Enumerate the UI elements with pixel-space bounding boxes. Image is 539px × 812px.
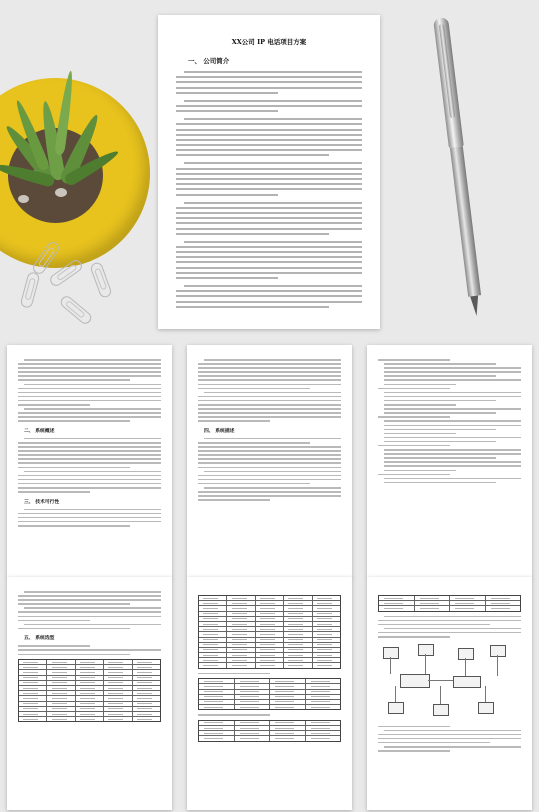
- document-page-5: [7, 577, 172, 810]
- network-diagram: [378, 642, 521, 722]
- document-page-main: [158, 15, 380, 329]
- document-title: XX公司 IP 电话项目方案: [231, 38, 307, 46]
- data-table: [198, 720, 341, 742]
- paragraph: [176, 118, 362, 156]
- router-icon: [453, 676, 481, 688]
- document-page-3: [187, 345, 352, 578]
- data-table: [198, 595, 341, 669]
- computer-icon: [383, 647, 399, 659]
- paragraph: [176, 241, 362, 279]
- paragraph: [176, 202, 362, 235]
- pen-body: [450, 146, 481, 296]
- phone-icon: [478, 702, 494, 714]
- section-heading: 三、 技术可行性: [24, 499, 60, 505]
- data-table: [198, 678, 341, 710]
- computer-icon: [418, 644, 434, 656]
- document-page-6: [187, 577, 352, 810]
- paper-clip-icon: [20, 271, 41, 309]
- server-icon: [400, 674, 430, 688]
- phone-icon: [433, 704, 449, 716]
- pen-tip: [470, 295, 480, 316]
- data-table: [18, 659, 161, 722]
- document-page-7: [367, 577, 532, 810]
- pebble: [18, 195, 29, 203]
- pebble: [55, 188, 67, 197]
- pen-decoration: [433, 17, 484, 317]
- computer-icon: [458, 648, 474, 660]
- paper-clip-icon: [89, 261, 113, 299]
- paragraph: [176, 71, 362, 94]
- document-page-2: [7, 345, 172, 578]
- document-page-4: [367, 345, 532, 578]
- data-table: [378, 595, 521, 612]
- paragraph: [176, 285, 362, 308]
- section-heading: 四、 系统描述: [204, 428, 235, 434]
- section-heading: 一、 公司简介: [188, 57, 230, 65]
- paragraph: [176, 162, 362, 195]
- paragraph: [176, 100, 362, 112]
- computer-icon: [490, 645, 506, 657]
- paper-clip-icon: [58, 294, 93, 326]
- section-heading: 五、 系统选型: [24, 636, 55, 642]
- section-heading: 二、 系统概述: [24, 428, 55, 434]
- phone-icon: [388, 702, 404, 714]
